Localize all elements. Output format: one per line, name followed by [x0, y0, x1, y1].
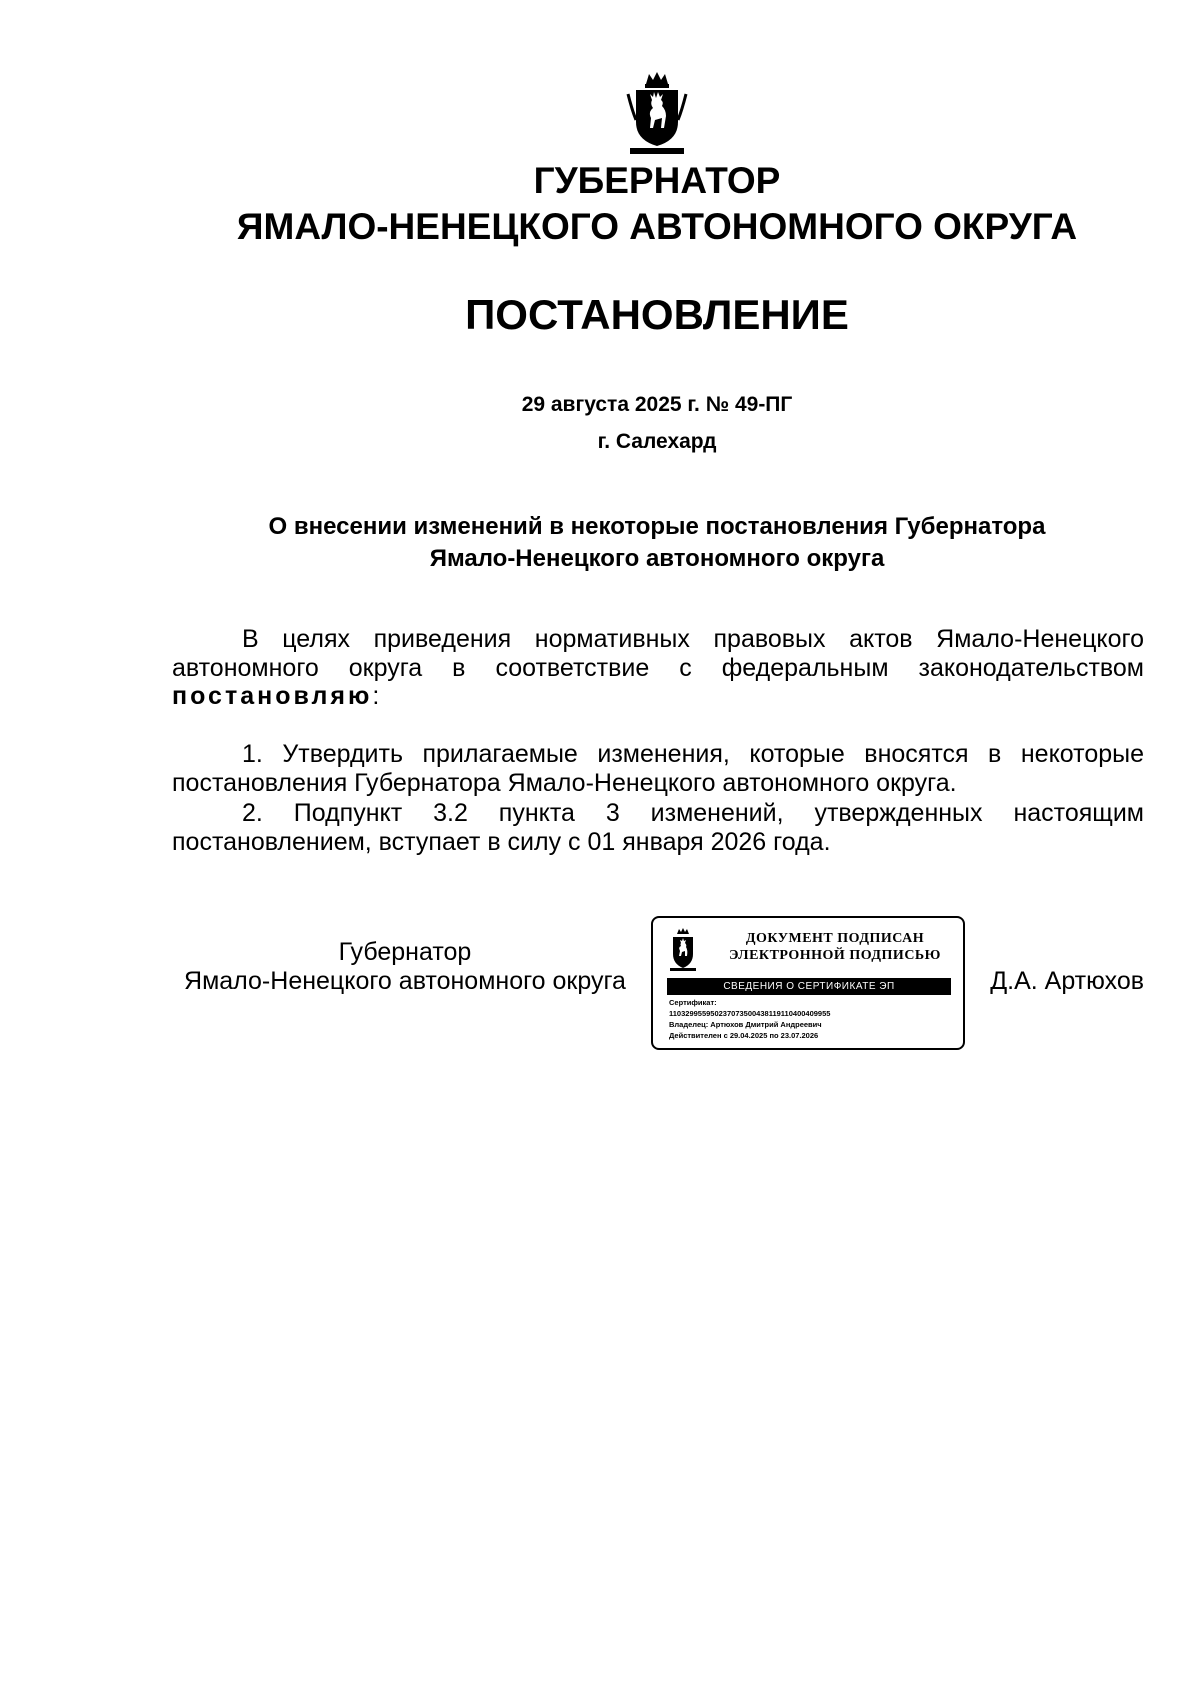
- authority-title-line2: ЯМАЛО-НЕНЕЦКОГО АВТОНОМНОГО ОКРУГА: [236, 206, 1078, 247]
- coat-of-arms-icon: [667, 928, 699, 972]
- certificate-details: [669, 997, 959, 1041]
- signatory-position: [172, 938, 638, 996]
- authority-title-line1: ГУБЕРНАТОР: [533, 160, 781, 201]
- item-1: 1. Утвердить прилагаемые изменения, которые вносятся в некоторые постановления Губернатора Ямало-Ненецкого автономного округа.: [172, 740, 1144, 797]
- document-city: г. Салехард: [597, 430, 717, 453]
- document-date-number: 29 августа 2025 г. № 49-ПГ: [521, 393, 793, 416]
- intro-emphasis: постановляю: [172, 682, 373, 710]
- certificate-info-bar: СВЕДЕНИЯ О СЕРТИФИКАТЕ ЭП: [667, 978, 951, 995]
- certificate-validity: Действителен с 29.04.2025 по 23.07.2026: [669, 1031, 819, 1040]
- subject-line2: Ямало-Ненецкого автономного округа: [429, 545, 885, 572]
- subject-line1: О внесении изменений в некоторые постановления Губернатора: [268, 513, 1046, 540]
- signatory-name: Д.А. Артюхов: [990, 967, 1144, 995]
- signatory-position-line1: Губернатор: [338, 938, 472, 966]
- electronic-signature-stamp: [651, 916, 965, 1050]
- coat-of-arms-icon: [622, 70, 692, 156]
- document-type: ПОСТАНОВЛЕНИЕ: [465, 291, 849, 338]
- intro-text: В целях приведения нормативных правовых актов Ямало-Ненецкого автономного округа в соответствие с федеральным законодательством: [172, 625, 1144, 682]
- stamp-title-line1: ДОКУМЕНТ ПОДПИСАН: [745, 931, 925, 946]
- intro-end: :: [372, 682, 380, 710]
- stamp-title: [713, 930, 957, 964]
- document-subject: [150, 511, 1164, 575]
- certificate-owner: Владелец: Артюхов Дмитрий Андреевич: [669, 1020, 822, 1029]
- item-2: 2. Подпункт 3.2 пункта 3 изменений, утвержденных настоящим постановлением, вступает в силу с 01 января 2026 года.: [172, 799, 1144, 856]
- stamp-title-line2: ЭЛЕКТРОННОЙ ПОДПИСЬЮ: [729, 948, 941, 963]
- certificate-label: Сертификат:: [669, 998, 717, 1007]
- signatory-position-line2: Ямало-Ненецкого автономного округа: [184, 967, 626, 995]
- intro-paragraph: [172, 625, 1144, 711]
- certificate-number: 110329955950237073500438119110400409955: [669, 1009, 831, 1018]
